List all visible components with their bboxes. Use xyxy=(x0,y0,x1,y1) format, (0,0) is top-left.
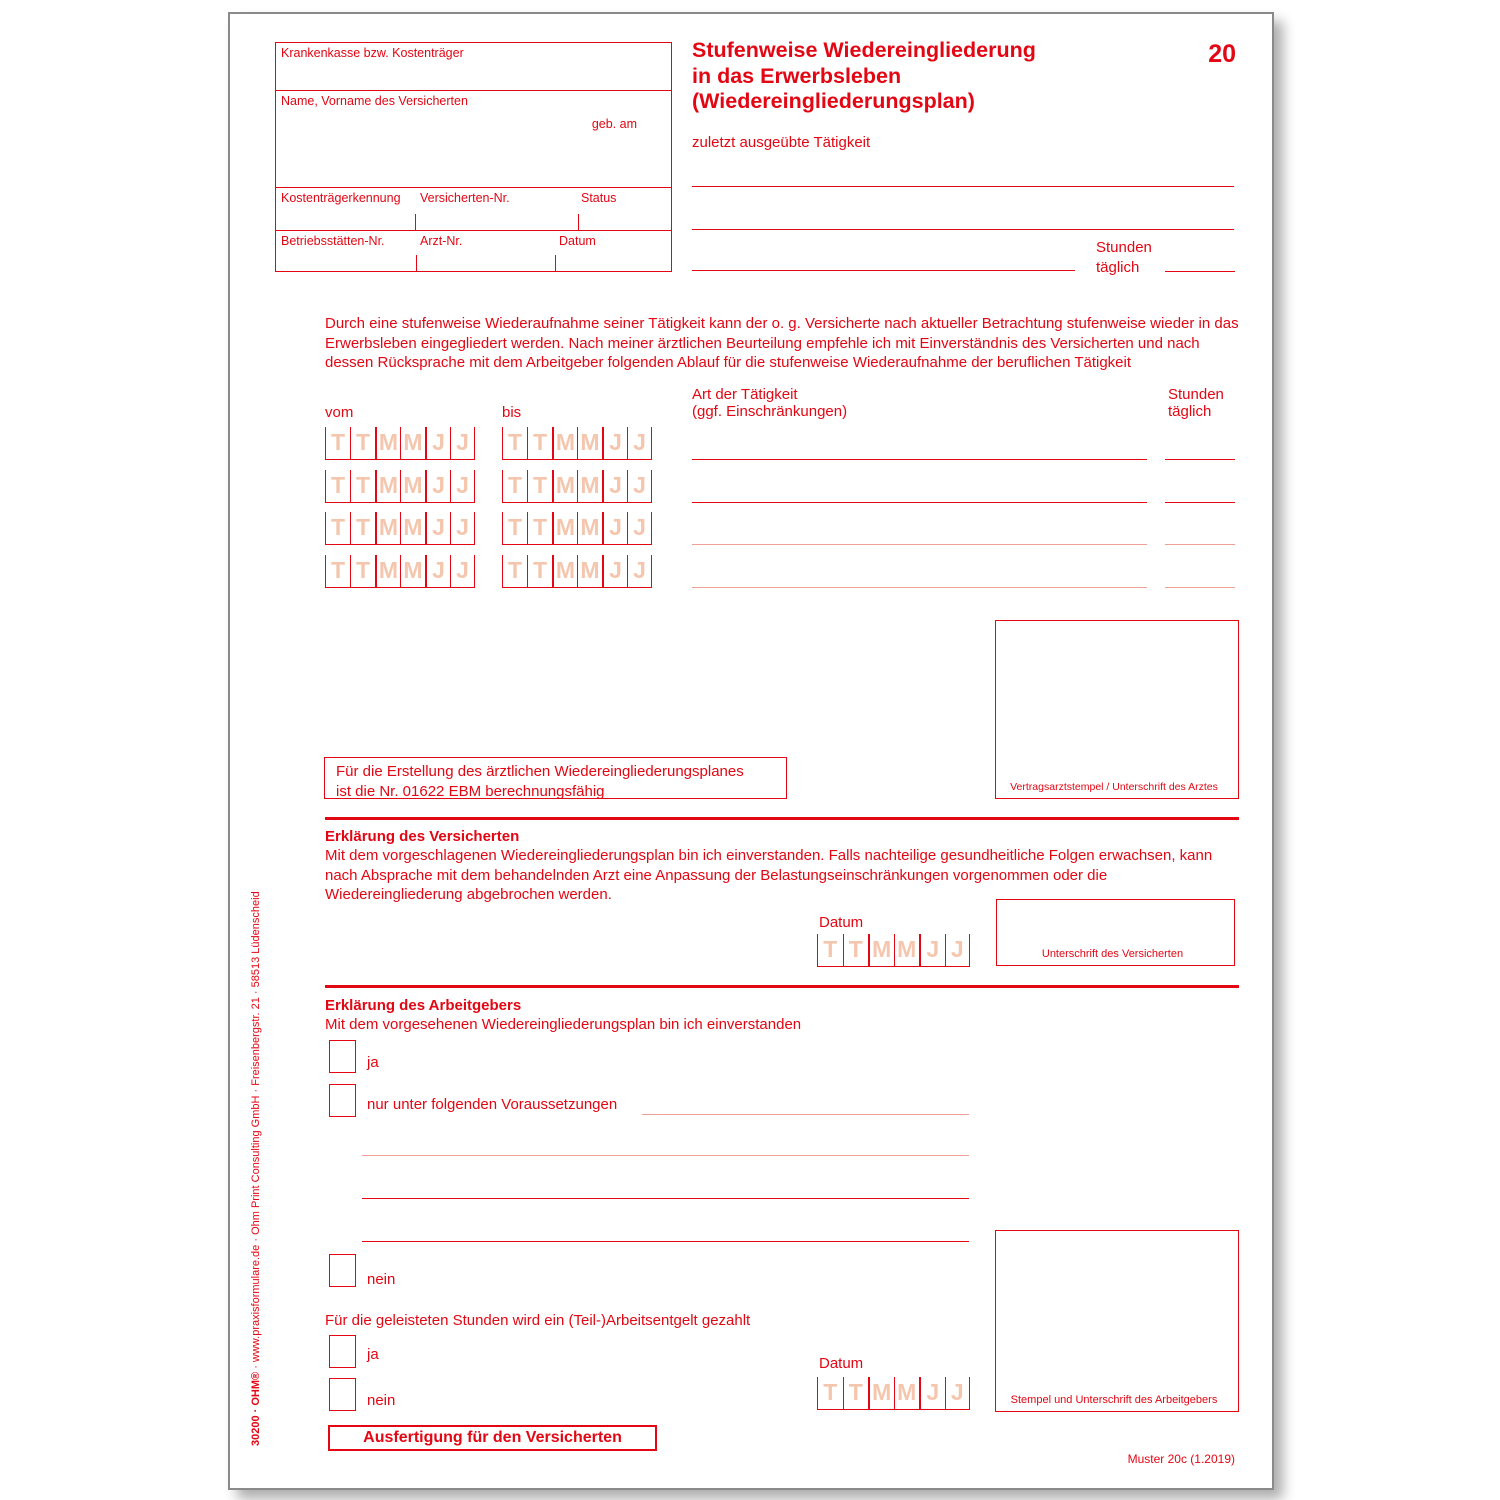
checkbox-nur-label: nur unter folgenden Voraussetzungen xyxy=(367,1096,618,1113)
date-cell-placeholder: T xyxy=(325,427,350,459)
arbeitgeber-heading: Erklärung des Arbeitgebers xyxy=(325,997,522,1014)
vom-date-field-row4[interactable] xyxy=(325,555,475,588)
imprint-rest: · www.praxisformulare.de · Ohm Print Consulting GmbH · Freisenbergstr. 21 · 58513 Lüdenscheid xyxy=(250,891,262,1372)
date-cell-placeholder: M xyxy=(400,427,425,459)
stunden-line-row2[interactable] xyxy=(1165,502,1235,503)
kostentraeger-row[interactable] xyxy=(276,188,671,231)
art-column-label xyxy=(692,387,847,420)
date-cell-placeholder: J xyxy=(450,555,475,587)
form-title xyxy=(692,38,1036,115)
date-cell-placeholder: M xyxy=(868,934,894,966)
muster-version-label: Muster 20c (1.2019) xyxy=(1127,1452,1235,1466)
date-cell-placeholder: M xyxy=(375,512,400,544)
checkbox-ja-2-label: ja xyxy=(367,1346,379,1363)
versicherter-signature-label: Unterschrift des Versicherten xyxy=(1041,948,1184,960)
stunden-taeglich-header-label xyxy=(1096,238,1152,277)
date-cell-placeholder: J xyxy=(602,470,627,502)
stunden-col-line2: täglich xyxy=(1168,402,1212,420)
form-title-line2: in das Erwerbsleben xyxy=(692,63,902,88)
arbeitgeber-stamp-box[interactable] xyxy=(995,1230,1239,1412)
stunden-col-line1: Stunden xyxy=(1168,386,1224,403)
section-divider-2 xyxy=(325,985,1239,988)
date-cell-placeholder: T xyxy=(325,470,350,502)
betriebsstaetten-label: Betriebsstätten-Nr. xyxy=(281,234,385,248)
ebm-note-line2: ist die Nr. 01622 EBM berechnungsfähig xyxy=(336,782,605,800)
date-cell-placeholder: J xyxy=(450,512,475,544)
arbeitgeber-stamp-label: Stempel und Unterschrift des Arbeitgebers xyxy=(1010,1394,1218,1406)
art-line-row1[interactable] xyxy=(692,459,1147,460)
date-cell-placeholder: M xyxy=(552,512,577,544)
versicherter-heading: Erklärung des Versicherten xyxy=(325,828,520,845)
date-cell-placeholder: J xyxy=(425,512,450,544)
date-cell-placeholder: M xyxy=(894,934,920,966)
date-cell-placeholder: T xyxy=(325,555,350,587)
intro-paragraph: Durch eine stufenweise Wiederaufnahme seiner Tätigkeit kann der o. g. Versicherte nach aktueller Betrachtung stufenweise wieder in das Erwerbsleben eingegliedert werden. Nach meiner ärztlichen Beurteilung empfehle ich mit Einverständnis des Versicherten und nach dessen Rücksprache mit dem Arbeitgeber folgenden Ablauf für die stufenweise Wiederaufnahme der beruflichen Tätigkeit xyxy=(325,315,1239,371)
voraussetzungen-line-3[interactable] xyxy=(362,1198,969,1199)
date-cell-placeholder: J xyxy=(425,427,450,459)
kostentraegerkennung-label: Kostenträgerkennung xyxy=(281,191,401,205)
art-label-line1: Art der Tätigkeit xyxy=(692,386,798,403)
date-cell-placeholder: M xyxy=(577,427,602,459)
geb-am-label: geb. am xyxy=(591,117,637,131)
date-cell-placeholder: J xyxy=(945,934,971,966)
date-cell-placeholder: T xyxy=(527,512,552,544)
form-title-line3: (Wiedereingliederungsplan) xyxy=(692,89,975,113)
stunden-line-row3[interactable] xyxy=(1165,544,1235,545)
arbeitgeber-intro: Mit dem vorgesehenen Wiedereingliederungsplan bin ich einverstanden xyxy=(325,1016,802,1033)
date-cell-placeholder: T xyxy=(843,1377,869,1409)
date-cell-placeholder: J xyxy=(945,1377,971,1409)
versicherter-signature-box[interactable] xyxy=(996,899,1235,966)
checkbox-ja-1[interactable] xyxy=(329,1040,356,1073)
date-cell-placeholder: T xyxy=(502,427,527,459)
date-cell-placeholder: M xyxy=(375,555,400,587)
printer-imprint xyxy=(250,891,262,1446)
date-cell-placeholder: J xyxy=(627,512,652,544)
checkbox-nur[interactable] xyxy=(329,1084,356,1117)
zuletzt-taetigkeit-label: zuletzt ausgeübte Tätigkeit xyxy=(692,134,871,151)
field-divider-tick xyxy=(555,255,556,271)
field-divider-tick xyxy=(416,255,417,271)
field-divider-tick xyxy=(415,214,416,230)
vom-date-field-row3[interactable] xyxy=(325,512,475,545)
form-page xyxy=(228,12,1274,1490)
date-cell-placeholder: T xyxy=(817,1377,843,1409)
date-cell-placeholder: J xyxy=(627,470,652,502)
stunden-column-label xyxy=(1168,387,1224,420)
vom-date-field-row1[interactable] xyxy=(325,427,475,460)
versicherter-datum-label: Datum xyxy=(819,914,864,931)
art-label-line2: (ggf. Einschränkungen) xyxy=(692,402,848,420)
date-cell-placeholder: T xyxy=(502,470,527,502)
arbeitgeber-datum-label: Datum xyxy=(819,1355,864,1372)
insurance-header-box xyxy=(275,42,672,272)
date-cell-placeholder: J xyxy=(450,427,475,459)
date-cell-placeholder: M xyxy=(400,555,425,587)
checkbox-nein-1[interactable] xyxy=(329,1254,356,1287)
arzt-nr-label: Arzt-Nr. xyxy=(420,234,463,248)
section-divider-1 xyxy=(325,817,1239,820)
taetigkeit-line-1[interactable] xyxy=(692,186,1234,187)
taetigkeit-line-3[interactable] xyxy=(692,270,1075,271)
name-label: Name, Vorname des Versicherten xyxy=(281,94,468,108)
date-cell-placeholder: T xyxy=(843,934,869,966)
date-cell-placeholder: J xyxy=(425,555,450,587)
versicherter-datum-field[interactable] xyxy=(817,934,970,967)
checkbox-nein-2[interactable] xyxy=(329,1378,356,1411)
imprint-bold: 30200 · OHM® xyxy=(250,1371,262,1446)
krankenkasse-field[interactable] xyxy=(276,43,671,91)
krankenkasse-label: Krankenkasse bzw. Kostenträger xyxy=(281,46,464,60)
date-cell-placeholder: M xyxy=(400,512,425,544)
stunden-taeglich-header-line[interactable] xyxy=(1165,271,1235,272)
date-cell-placeholder: T xyxy=(817,934,843,966)
date-cell-placeholder: M xyxy=(577,512,602,544)
date-cell-placeholder: J xyxy=(602,427,627,459)
bis-date-field-row4[interactable] xyxy=(502,555,652,588)
versicherten-nr-label: Versicherten-Nr. xyxy=(420,191,510,205)
date-cell-placeholder: J xyxy=(627,555,652,587)
bis-date-field-row3[interactable] xyxy=(502,512,652,545)
checkbox-ja-1-label: ja xyxy=(367,1054,379,1071)
art-line-row2[interactable] xyxy=(692,502,1147,503)
status-label: Status xyxy=(581,191,617,205)
stunden-label: Stunden xyxy=(1096,239,1152,256)
stunden-line-row1[interactable] xyxy=(1165,459,1235,460)
arzt-stamp-label: Vertragsarztstempel / Unterschrift des Arztes xyxy=(1010,781,1218,793)
bis-date-field-row2[interactable] xyxy=(502,470,652,503)
taeglich-label: täglich xyxy=(1096,258,1140,276)
checkbox-nein-2-label: nein xyxy=(367,1392,396,1409)
arzt-stamp-box[interactable] xyxy=(995,620,1239,799)
date-cell-placeholder: M xyxy=(552,470,577,502)
voraussetzungen-line-2[interactable] xyxy=(362,1155,969,1156)
form-number: 20 xyxy=(1208,40,1236,68)
bis-date-field-row1[interactable] xyxy=(502,427,652,460)
date-cell-placeholder: T xyxy=(527,470,552,502)
date-cell-placeholder: M xyxy=(552,555,577,587)
date-cell-placeholder: M xyxy=(894,1377,920,1409)
checkbox-ja-2[interactable] xyxy=(329,1335,356,1368)
ausfertigung-box xyxy=(328,1425,657,1451)
date-cell-placeholder: T xyxy=(350,427,375,459)
date-cell-placeholder: T xyxy=(350,512,375,544)
vom-column-label: vom xyxy=(325,404,354,421)
date-cell-placeholder: T xyxy=(527,427,552,459)
form-title-line1: Stufenweise Wiedereingliederung xyxy=(692,38,1036,62)
date-cell-placeholder: J xyxy=(627,427,652,459)
vom-date-field-row2[interactable] xyxy=(325,470,475,503)
date-cell-placeholder: J xyxy=(919,934,945,966)
date-cell-placeholder: M xyxy=(375,427,400,459)
art-line-row4[interactable] xyxy=(692,587,1147,588)
date-cell-placeholder: M xyxy=(868,1377,894,1409)
name-field[interactable] xyxy=(276,91,671,188)
date-cell-placeholder: M xyxy=(400,470,425,502)
date-cell-placeholder: T xyxy=(502,555,527,587)
date-cell-placeholder: M xyxy=(375,470,400,502)
date-cell-placeholder: J xyxy=(602,512,627,544)
stunden-line-row4[interactable] xyxy=(1165,587,1235,588)
date-cell-placeholder: T xyxy=(325,512,350,544)
date-cell-placeholder: T xyxy=(527,555,552,587)
taetigkeit-line-2[interactable] xyxy=(692,229,1234,230)
voraussetzungen-line-1[interactable] xyxy=(642,1114,969,1115)
field-divider-tick xyxy=(578,214,579,230)
versicherter-text: Mit dem vorgeschlagenen Wiedereingliederungsplan bin ich einverstanden. Falls nachteilige gesundheitliche Folgen erwachsen, kann nach Absprache mit dem behandelnden Arzt eine Anpassung der Belastungseinschränkungen vorgenommen oder die Wiedereingliederung abgebrochen werden. xyxy=(325,847,1213,903)
ausfertigung-label: Ausfertigung für den Versicherten xyxy=(363,1429,622,1446)
date-cell-placeholder: T xyxy=(350,555,375,587)
date-cell-placeholder: J xyxy=(425,470,450,502)
art-line-row3[interactable] xyxy=(692,544,1147,545)
datum-label: Datum xyxy=(559,234,596,248)
betriebsstaetten-row[interactable] xyxy=(276,231,671,271)
entgelt-text: Für die geleisteten Stunden wird ein (Teil-)Arbeitsentgelt gezahlt xyxy=(325,1312,751,1329)
date-cell-placeholder: T xyxy=(350,470,375,502)
voraussetzungen-line-4[interactable] xyxy=(362,1241,969,1242)
date-cell-placeholder: T xyxy=(502,512,527,544)
bis-column-label: bis xyxy=(502,404,522,421)
ebm-note-box xyxy=(324,757,787,799)
checkbox-nein-1-label: nein xyxy=(367,1271,396,1288)
date-cell-placeholder: M xyxy=(552,427,577,459)
date-cell-placeholder: J xyxy=(602,555,627,587)
ebm-note-line1: Für die Erstellung des ärztlichen Wiedereingliederungsplanes xyxy=(336,763,744,780)
date-cell-placeholder: M xyxy=(577,555,602,587)
date-cell-placeholder: J xyxy=(919,1377,945,1409)
date-cell-placeholder: J xyxy=(450,470,475,502)
arbeitgeber-datum-field[interactable] xyxy=(817,1377,970,1410)
date-cell-placeholder: M xyxy=(577,470,602,502)
